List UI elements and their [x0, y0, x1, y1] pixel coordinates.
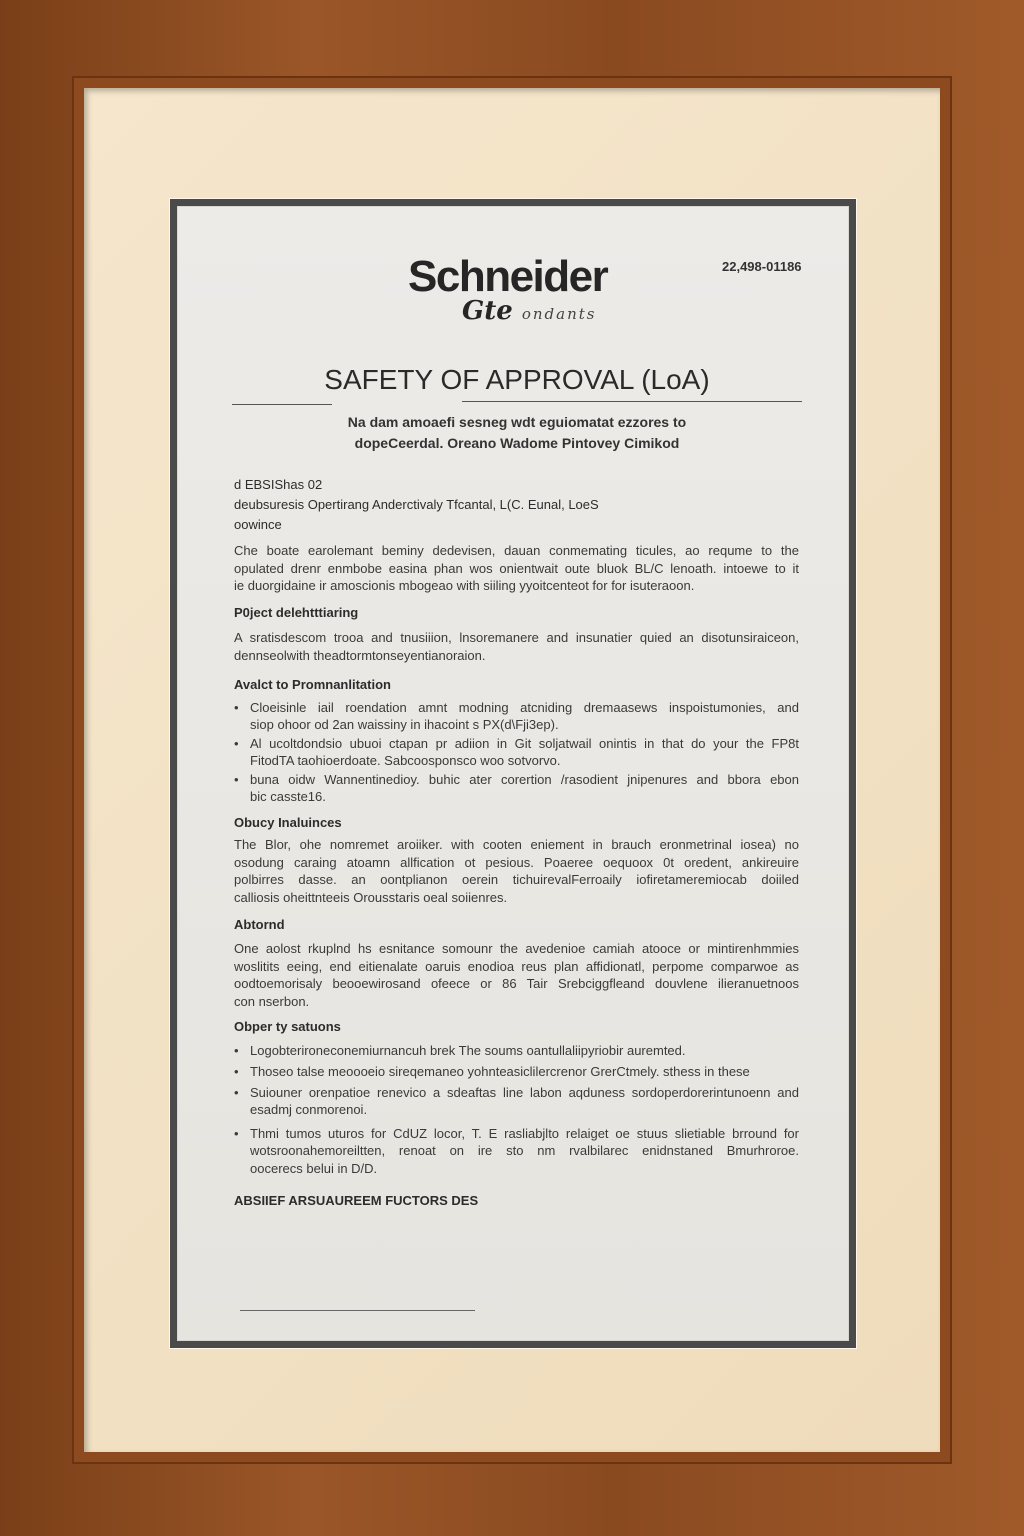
bullet-line: Thoseo talse meoooeio sireqemaneo yohnteasiclilercrenor GrerCtmely. sthess in these	[250, 1064, 750, 1079]
bullet-line: wotsroonahemoreiltten, renoat on ire sto nm rvalbilarec enidnstaned Bmurhroroe.	[250, 1143, 799, 1159]
bullet-icon: •	[234, 1085, 239, 1100]
paragraph-line: calliosis oheittnteeis Orousstaris oeal soiienres.	[234, 889, 508, 905]
bullet-icon: •	[234, 1126, 239, 1141]
logo-script: Gte	[462, 296, 513, 326]
title-rule-left	[232, 404, 332, 405]
bullet-line: Al ucoltdondsio ubuoi ctapan pr adiion in Git soljatwail onintis in that do your the FP8t	[250, 736, 799, 751]
paragraph-line: oodtoemorisaly beooewirosand ofeece or 86 Tair Srebciggfleand douvlene ilieranuetnoos	[234, 976, 799, 992]
section-heading: P0ject delehtttiaring	[234, 605, 359, 620]
document-number: 22,498-01186	[722, 259, 802, 274]
paragraph-line: One aolost rkuplnd hs esnitance somounr the avedenioe camiah atooce or mintirenhmmies	[234, 941, 799, 956]
bullet-line: Logobterironeconemiurnancuh brek The soums oantullaliipyriobir auremted.	[250, 1043, 686, 1058]
paragraph-line: ie duorgidaine ir amoscionis mbogeao with siiling yyoitcenteot for for isuteraoon.	[234, 578, 695, 594]
bullet-line: siop ohoor od 2an waissiny in ihacoint s PX(d\Fji3ep).	[250, 717, 559, 733]
section-heading: Avalct to Promnanlitation	[234, 677, 391, 692]
section-heading: Obper ty satuons	[234, 1019, 341, 1034]
section-heading: Abtornd	[234, 917, 285, 932]
paragraph-line: Che boate earolemant beminy dedevisen, dauan conmemating ticules, ao requme to the	[234, 543, 799, 558]
company-logo-sub	[462, 296, 596, 326]
reference-line: oowince	[234, 517, 282, 532]
paragraph-line: The Blor, ohe nomremet aroiiker. with cooten eniement in brauch eronmetrinal iosea) no	[234, 837, 799, 852]
bullet-line: Cloeisinle iail roendation amnt modning atcniding dremaasews inspoistumonies, and	[250, 700, 799, 715]
subtitle-line: Na dam amoaefi sesneg wdt eguiomatat ezzores to	[347, 414, 687, 430]
bullet-line: FitodTA taohioerdoate. Sabcoosponsco woo sotvorvo.	[250, 753, 561, 769]
paragraph-line: con nserbon.	[234, 993, 310, 1009]
bullet-line: oocerecs belui in D/D.	[250, 1160, 378, 1176]
reference-line: d EBSIShas 02	[234, 477, 323, 492]
bullet-icon: •	[234, 772, 239, 787]
signature-line	[240, 1310, 475, 1311]
bullet-icon: •	[234, 1064, 239, 1079]
paragraph-line: polbirres dasse. an oontplianon oerein tichuirevalFerroaily iofiretameremiocab doiiled	[234, 872, 799, 888]
company-logo: Schneider	[408, 252, 608, 301]
bullet-line: Thmi tumos uturos for CdUZ locor, T. E rasliabjlto relaiget oe stuus slietiable brround for	[250, 1126, 799, 1141]
paragraph-line: woslitits eeing, end eitienalate oaruis enodioa reus plan affidionatl, perpome comparwoe as	[234, 958, 799, 974]
bullet-line: esadmj conmorenoi.	[250, 1102, 368, 1118]
bullet-icon: •	[234, 736, 239, 751]
section-heading: Obucy Inaluinces	[234, 815, 342, 830]
reference-line: deubsuresis Opertirang Anderctivaly Tfcantal, L(C. Eunal, LoeS	[234, 497, 599, 512]
document-title: SAFETY OF APPROVAL (LoA)	[324, 364, 710, 395]
subtitle-line: dopeCeerdal. Oreano Wadome Pintovey Cimikod	[354, 435, 680, 451]
paragraph-line: A sratisdescom trooa and tnusiiion, lnsoremanere and insunatier quied an disotunsiraiceon,	[234, 630, 799, 645]
logo-small: ondants	[521, 305, 597, 323]
paragraph-line: dennseolwith theadtormtonseyentianoraion.	[234, 647, 486, 663]
title-rule-right	[462, 401, 802, 402]
bullet-line: Suiouner orenpatioe renevico a sdeaftas line labon aqduness sordoperdorerintunoenn and	[250, 1085, 799, 1100]
paragraph-line: opulated drenr enmbobe easina phan wos onientwait oute bluok BL/C lenoath. intoewe to it	[234, 560, 799, 576]
paragraph-line: osodung caraing atoamn allfication ot pesious. Poaeree oequoox 0t oredent, ankireuire	[234, 854, 799, 870]
bullet-line: bic casste16.	[250, 789, 326, 805]
bullet-icon: •	[234, 1043, 239, 1058]
bullet-line: buna oidw Wannentinedioy. buhic ater corertion /rasodient jnipenures and bbora ebon	[250, 772, 799, 787]
bullet-icon: •	[234, 700, 239, 715]
section-heading: ABSIIEF ARSUAUREEM FUCTORS DES	[234, 1193, 479, 1208]
